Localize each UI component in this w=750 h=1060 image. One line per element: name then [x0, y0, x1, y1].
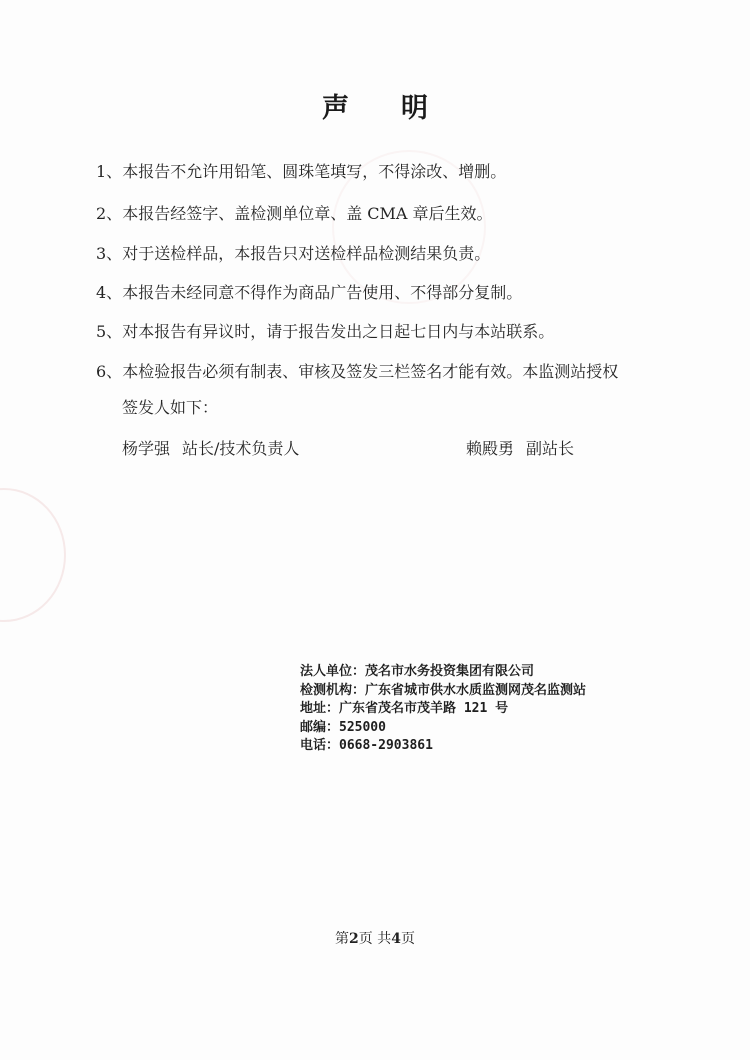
list-item — [96, 320, 554, 344]
organization-info — [300, 663, 586, 756]
test-org-line: 检测机构：广东省城市供水水质监测网茂名监测站 — [300, 682, 587, 698]
item-text: 对于送检样品，本报告只对送检样品检测结果负责。 — [122, 244, 491, 263]
signer-name: 赖殿勇 — [466, 439, 515, 458]
page-number — [0, 928, 750, 948]
item-text: 本报告经签字、盖检测单位章、盖 CMA 章后生效。 — [122, 204, 493, 223]
phone-line: 电话：0668-2903861 — [300, 738, 433, 753]
list-item — [96, 360, 618, 384]
item-text: 本报告不允许用铅笔、圆珠笔填写，不得涂改、增删。 — [122, 162, 507, 181]
item-text: 对本报告有异议时，请于报告发出之日起七日内与本站联系。 — [122, 322, 555, 341]
address-line: 地址：广东省茂名市茂羊路 121 号 — [300, 701, 509, 716]
postcode-line: 邮编：525000 — [300, 719, 386, 735]
signer-entry — [466, 437, 574, 461]
pager-middle: 页 共 — [358, 931, 392, 947]
item-number: 2、 — [96, 204, 123, 223]
current-page: 2 — [349, 931, 359, 947]
list-item — [96, 160, 506, 184]
item-number: 6、 — [96, 362, 123, 381]
total-pages: 4 — [391, 931, 401, 947]
signer-role: 站长/技术负责人 — [182, 439, 300, 458]
list-item — [96, 202, 493, 226]
item-number: 1、 — [96, 162, 123, 181]
faint-seal-mark — [0, 488, 66, 622]
item-6-continuation: 签发人如下： — [122, 398, 219, 417]
pager-prefix: 第 — [335, 931, 350, 947]
signer-role: 副站长 — [526, 439, 575, 458]
list-item — [96, 242, 490, 266]
document-title: 声明 — [322, 93, 480, 124]
item-number: 4、 — [96, 283, 123, 302]
item-text: 本报告未经同意不得作为商品广告使用、不得部分复制。 — [122, 283, 523, 302]
signer-name: 杨学强 — [122, 439, 171, 458]
item-number: 5、 — [96, 322, 123, 341]
item-number: 3、 — [96, 244, 123, 263]
signer-entry — [122, 437, 299, 461]
list-item — [96, 281, 522, 305]
pager-suffix: 页 — [400, 931, 415, 947]
item-text: 本检验报告必须有制表、审核及签发三栏签名才能有效。本监测站授权 — [122, 362, 619, 381]
legal-unit-line: 法人单位：茂名市水务投资集团有限公司 — [300, 664, 535, 679]
